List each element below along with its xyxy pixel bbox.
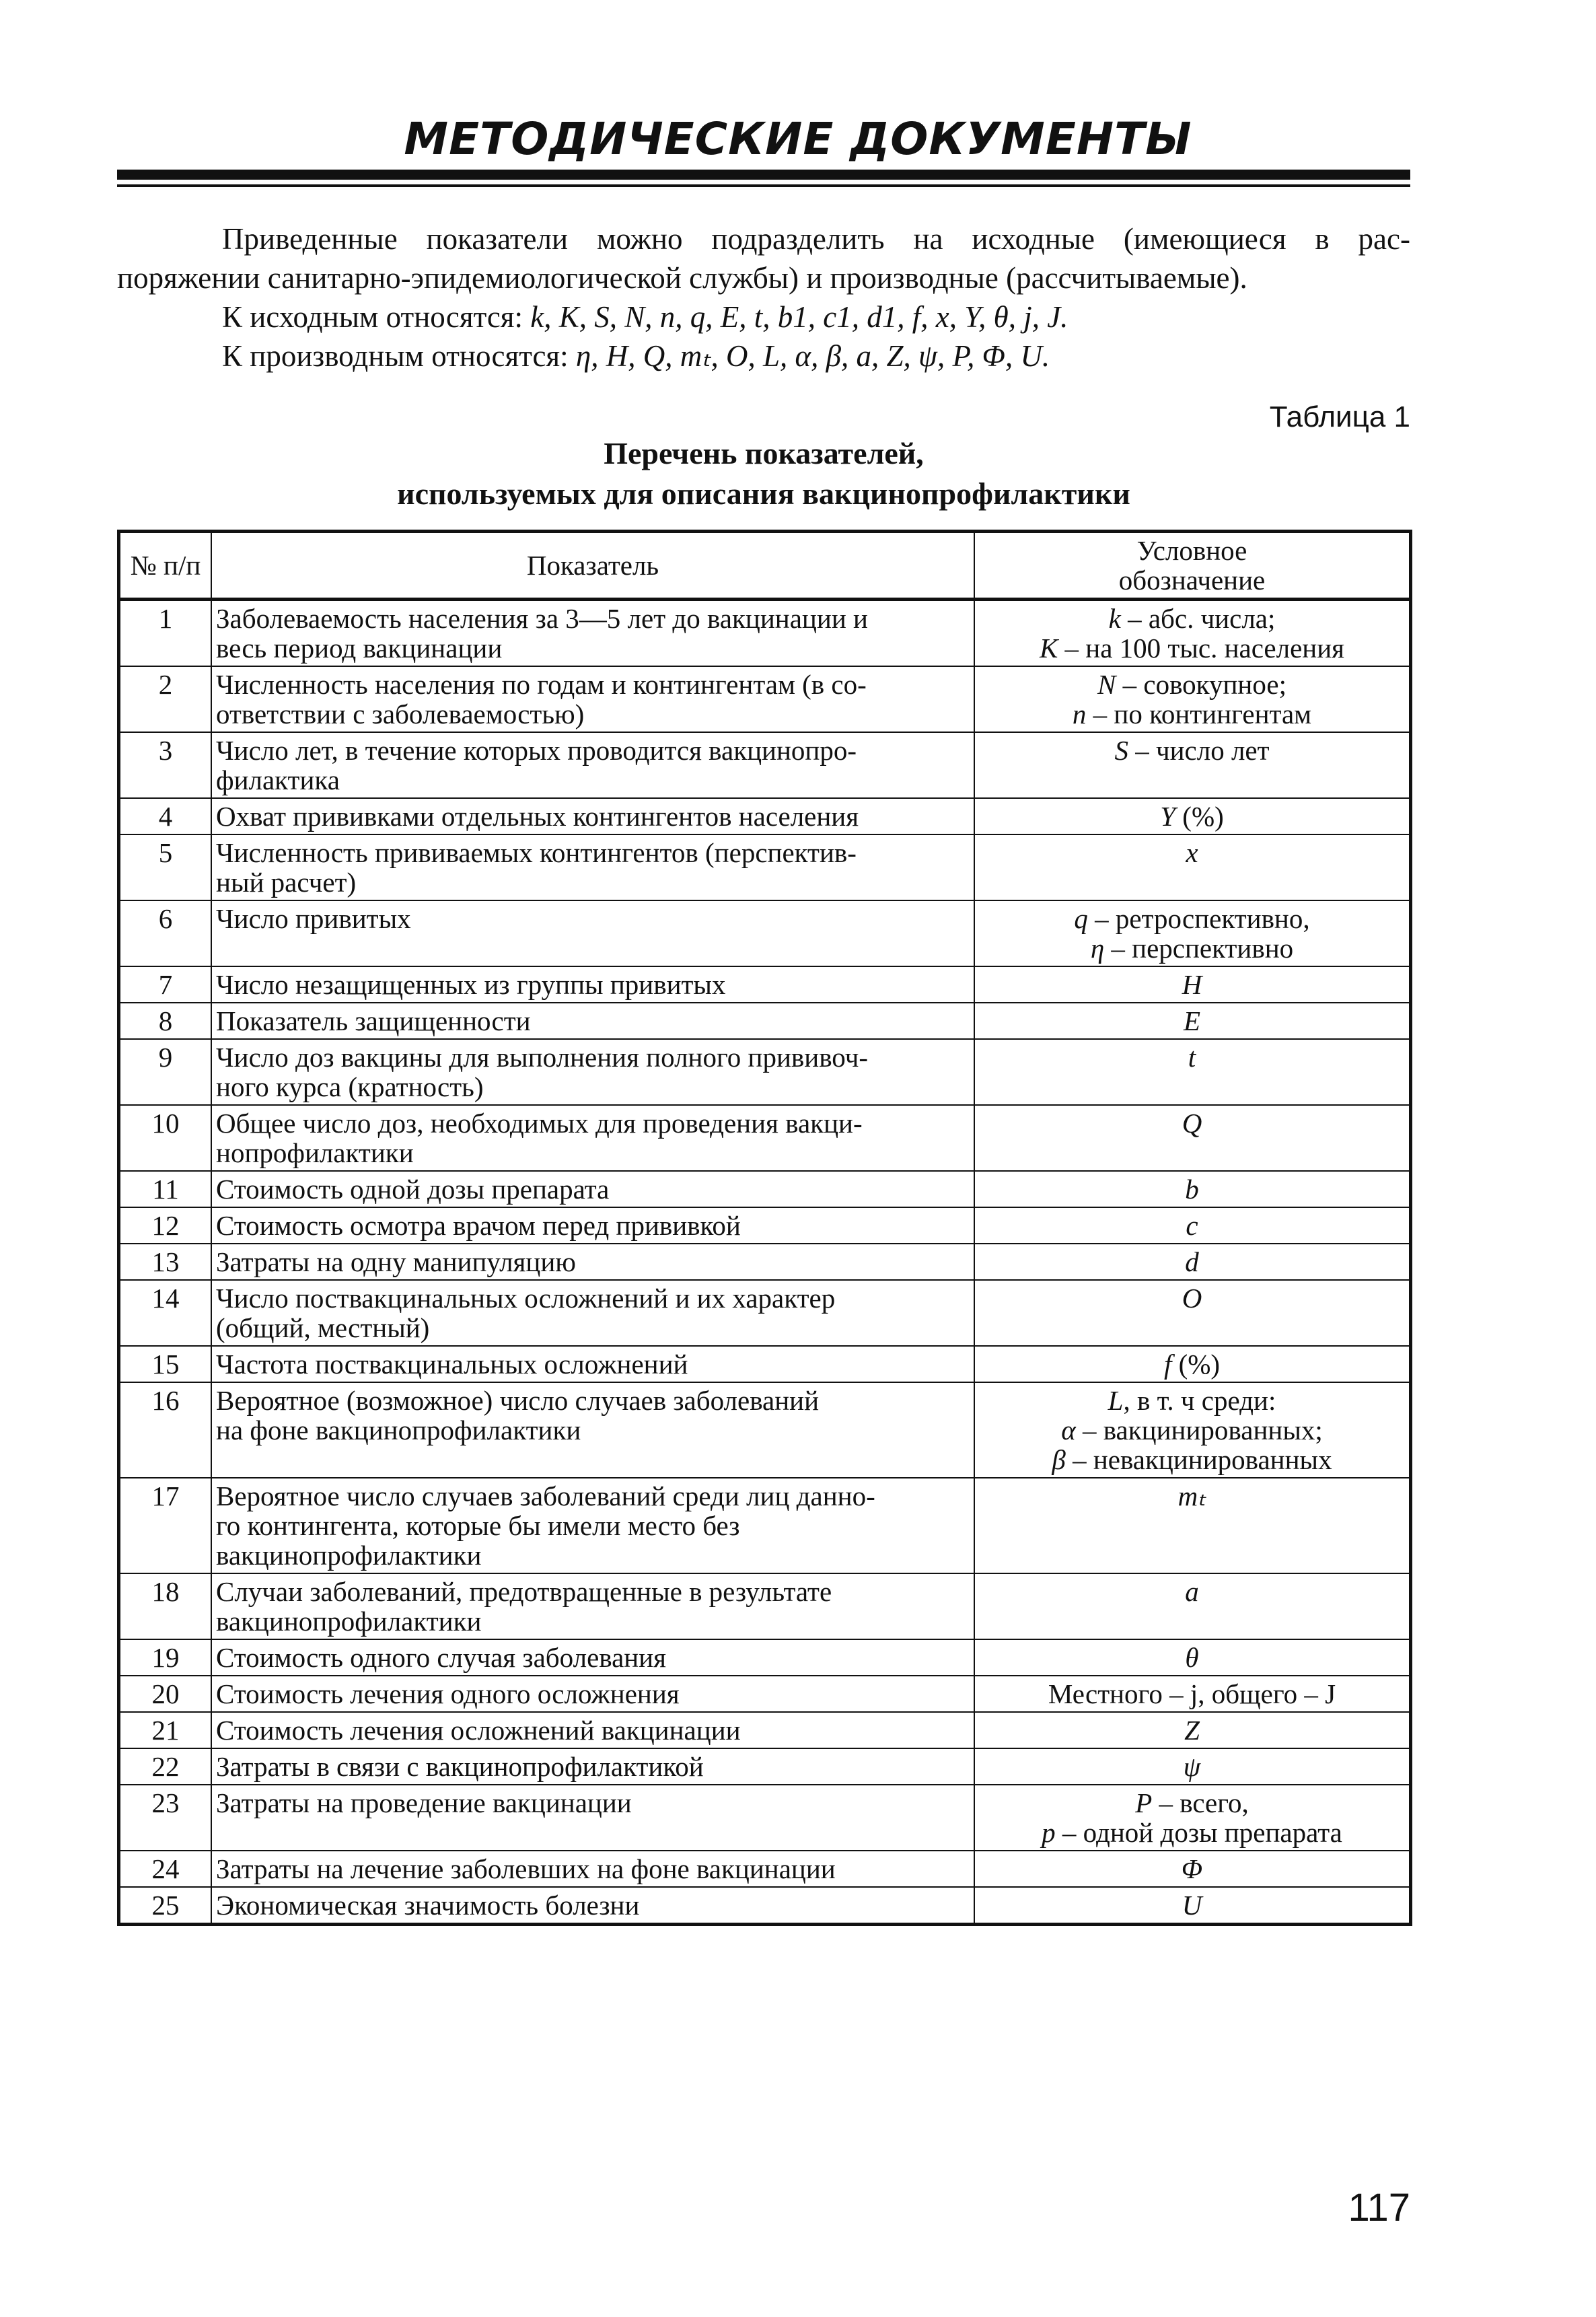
indicator-name [211, 732, 974, 798]
indicator-name [211, 1573, 974, 1639]
indicator-symbol [974, 732, 1411, 798]
derived-indicators-prefix: К производным относятся: [222, 339, 576, 373]
indicator-name [211, 1039, 974, 1105]
indicator-name-line: ответствии с заболеваемостью) [216, 699, 585, 729]
indicator-name [211, 1748, 974, 1785]
indicator-name [211, 1003, 974, 1039]
table-row [119, 1573, 1411, 1639]
indicator-name-line: Стоимость лечения одного осложнения [216, 1678, 680, 1709]
row-number: 1 [119, 600, 212, 667]
indicator-name [211, 1244, 974, 1280]
indicator-symbol [974, 1851, 1411, 1887]
table-body [119, 600, 1411, 1925]
indicator-name [211, 1785, 974, 1851]
indicator-symbol [974, 1244, 1411, 1280]
indicator-name [211, 1346, 974, 1382]
table-row [119, 1785, 1411, 1851]
indicator-symbol-line: O [1182, 1283, 1202, 1314]
row-number: 4 [119, 798, 212, 834]
indicator-name-line: Общее число доз, необходимых для проведения вакци- [216, 1108, 863, 1139]
indicator-symbol-line: a [1185, 1576, 1199, 1607]
indicator-symbol [974, 1478, 1411, 1573]
indicator-symbol-line: β – невакцинированных [1052, 1444, 1332, 1475]
indicator-name-line: Затраты на лечение заболевших на фоне вакцинации [216, 1853, 836, 1884]
indicator-symbol [974, 966, 1411, 1003]
indicator-symbol-line: n – по контингентам [1072, 699, 1312, 729]
indicator-symbol-line: α – вакцинированных; [1061, 1415, 1323, 1446]
row-number: 10 [119, 1105, 212, 1171]
table-row [119, 1280, 1411, 1346]
header-rule-thin [117, 184, 1410, 187]
table-title-line-1: Перечень показателей, [604, 436, 924, 470]
indicator-name-line: вакцинопрофилактики [216, 1606, 482, 1637]
indicator-symbol-line: Φ [1181, 1853, 1203, 1884]
row-number: 15 [119, 1346, 212, 1382]
indicator-symbol-line: d [1185, 1246, 1199, 1277]
indicator-name-line: Экономическая значимость болезни [216, 1890, 640, 1921]
row-number: 19 [119, 1639, 212, 1676]
indicator-symbol [974, 900, 1411, 966]
table-row [119, 1207, 1411, 1244]
table-row [119, 1346, 1411, 1382]
row-number: 5 [119, 834, 212, 900]
table-row [119, 1887, 1411, 1925]
indicator-symbol-line: t [1188, 1042, 1196, 1073]
indicator-symbol-line: Q [1182, 1108, 1202, 1139]
table-row [119, 798, 1411, 834]
table-header-row [119, 532, 1411, 600]
indicator-name-line: ный расчет) [216, 867, 357, 898]
source-indicators-line [117, 297, 1410, 336]
indicator-symbol-line: U [1182, 1890, 1202, 1921]
indicator-name [211, 1887, 974, 1925]
indicator-symbol [974, 1003, 1411, 1039]
table-row [119, 1851, 1411, 1887]
indicator-symbol [974, 1785, 1411, 1851]
indicator-symbol-line: p – одной дозы препарата [1042, 1817, 1342, 1848]
indicator-symbol-line: Y (%) [1160, 801, 1224, 832]
indicator-name-line: весь период вакцинации [216, 633, 503, 664]
indicator-symbol-line: f (%) [1163, 1349, 1221, 1380]
indicator-name-line: Случаи заболеваний, предотвращенные в результате [216, 1576, 832, 1607]
table-row [119, 600, 1411, 667]
indicator-symbol [974, 798, 1411, 834]
header-name: Показатель [211, 532, 974, 600]
indicator-symbol-line: Местного – j, общего – J [1048, 1678, 1336, 1709]
row-number: 20 [119, 1676, 212, 1712]
indicator-symbol-line: c [1186, 1210, 1198, 1241]
table-row [119, 834, 1411, 900]
indicator-name-line: Стоимость лечения осложнений вакцинации [216, 1715, 741, 1746]
table-row [119, 1748, 1411, 1785]
header-symbol-line-2: обозначение [1118, 565, 1266, 596]
table-row [119, 1244, 1411, 1280]
row-number: 8 [119, 1003, 212, 1039]
indicator-symbol-line: E [1183, 1005, 1201, 1036]
indicator-symbol [974, 1639, 1411, 1676]
table-row [119, 1478, 1411, 1573]
table-row [119, 1639, 1411, 1676]
row-number: 13 [119, 1244, 212, 1280]
row-number: 22 [119, 1748, 212, 1785]
indicator-name [211, 666, 974, 732]
indicator-symbol [974, 1280, 1411, 1346]
indicator-name-line: Численность прививаемых контингентов (перспектив- [216, 837, 857, 868]
indicator-name [211, 1105, 974, 1171]
indicator-symbol [974, 1748, 1411, 1785]
indicator-name-line: ного курса (кратность) [216, 1071, 484, 1102]
row-number: 17 [119, 1478, 212, 1573]
indicator-name [211, 1478, 974, 1573]
intro-line-1: Приведенные показатели можно подразделить на исходные (имеющиеся в рас- [222, 222, 1410, 256]
indicator-name-line: Стоимость осмотра врачом перед прививкой [216, 1210, 741, 1241]
row-number: 21 [119, 1712, 212, 1748]
indicator-symbol-line: q – ретроспективно, [1074, 903, 1310, 934]
table-row [119, 1039, 1411, 1105]
running-header-title: МЕТОДИЧЕСКИЕ ДОКУМЕНТЫ [404, 113, 1192, 165]
indicator-name-line: Число лет, в течение которых проводится вакцинопро- [216, 735, 857, 766]
row-number: 24 [119, 1851, 212, 1887]
indicator-name [211, 1280, 974, 1346]
header-num: № п/п [119, 532, 212, 600]
intro-paragraph [117, 219, 1410, 376]
indicator-name [211, 1712, 974, 1748]
indicator-symbol [974, 834, 1411, 900]
indicator-name [211, 1171, 974, 1207]
indicator-name-line: на фоне вакцинопрофилактики [216, 1415, 581, 1446]
indicator-name-line: Охват прививками отдельных контингентов населения [216, 801, 859, 832]
indicator-name-line: Затраты в связи с вакцинопрофилактикой [216, 1751, 704, 1782]
indicator-name [211, 1676, 974, 1712]
indicator-symbol [974, 1171, 1411, 1207]
indicator-name-line: филактика [216, 764, 340, 795]
indicator-name-line: Затраты на проведение вакцинации [216, 1787, 632, 1818]
header-symbol-line-1: Условное [1136, 535, 1247, 566]
indicator-name [211, 1851, 974, 1887]
indicator-name-line: Число привитых [216, 903, 411, 934]
indicator-symbol [974, 600, 1411, 667]
indicator-symbol-line: P – всего, [1135, 1787, 1249, 1818]
intro-line-2: поряжении санитарно-эпидемиологической службы) и производные (рассчитываемые). [117, 261, 1247, 295]
indicator-symbol-line: L, в т. ч среди: [1108, 1385, 1276, 1416]
row-number: 11 [119, 1171, 212, 1207]
indicator-name [211, 1382, 974, 1478]
source-indicators-prefix: К исходным относятся: [222, 300, 531, 334]
indicator-name [211, 1639, 974, 1676]
header-rule-thick [117, 170, 1410, 180]
indicator-symbol-line: Z [1184, 1715, 1200, 1746]
indicator-name-line: (общий, местный) [216, 1312, 430, 1343]
indicator-name [211, 1207, 974, 1244]
table-row [119, 1105, 1411, 1171]
indicator-symbol [974, 1676, 1411, 1712]
indicator-symbol [974, 1712, 1411, 1748]
row-number: 7 [119, 966, 212, 1003]
row-number: 2 [119, 666, 212, 732]
indicator-symbol-line: η – перспективно [1090, 933, 1294, 964]
row-number: 14 [119, 1280, 212, 1346]
indicators-table [117, 530, 1412, 1926]
indicator-name-line: Заболеваемость населения за 3—5 лет до вакцинации и [216, 603, 868, 634]
indicator-name-line: Вероятное число случаев заболеваний среди лиц данно- [216, 1481, 875, 1511]
indicator-name-line: Частота поствакцинальных осложнений [216, 1349, 688, 1380]
indicator-name-line: нопрофилактики [216, 1137, 414, 1168]
indicator-symbol-line: b [1185, 1174, 1199, 1205]
row-number: 9 [119, 1039, 212, 1105]
row-number: 12 [119, 1207, 212, 1244]
indicator-name-line: го контингента, которые бы имели место без [216, 1510, 740, 1541]
table-row [119, 1676, 1411, 1712]
table-label: Таблица 1 [1269, 400, 1410, 433]
table-row [119, 966, 1411, 1003]
indicator-symbol-line: H [1182, 969, 1202, 1000]
indicator-name-line: Число поствакцинальных осложнений и их характер [216, 1283, 836, 1314]
page-number: 117 [1348, 2186, 1410, 2230]
indicator-name-line: вакцинопрофилактики [216, 1540, 482, 1571]
indicator-symbol [974, 1573, 1411, 1639]
row-number: 25 [119, 1887, 212, 1925]
table-row [119, 1003, 1411, 1039]
source-indicators-list: k, K, S, N, n, q, E, t, b1, c1, d1, f, x, Y, θ, j, J. [530, 300, 1068, 334]
indicator-symbol [974, 1887, 1411, 1925]
indicator-symbol [974, 1207, 1411, 1244]
row-number: 23 [119, 1785, 212, 1851]
indicator-name-line: Число доз вакцины для выполнения полного прививоч- [216, 1042, 869, 1073]
row-number: 6 [119, 900, 212, 966]
row-number: 18 [119, 1573, 212, 1639]
indicator-symbol [974, 1039, 1411, 1105]
indicator-name-line: Затраты на одну манипуляцию [216, 1246, 576, 1277]
indicator-name-line: Стоимость одного случая заболевания [216, 1642, 667, 1673]
indicator-symbol [974, 1105, 1411, 1171]
indicator-name [211, 834, 974, 900]
indicator-symbol-line: θ [1185, 1642, 1199, 1673]
indicator-symbol [974, 1382, 1411, 1478]
derived-indicators-line [117, 336, 1410, 376]
indicator-name-line: Численность населения по годам и контингентам (в со- [216, 669, 867, 700]
row-number: 3 [119, 732, 212, 798]
header-symbol [974, 532, 1411, 600]
table-row [119, 1712, 1411, 1748]
table-row [119, 1171, 1411, 1207]
table-row [119, 900, 1411, 966]
indicator-symbol-line: K – на 100 тыс. населения [1039, 633, 1345, 664]
table-title [117, 433, 1410, 514]
indicator-symbol [974, 666, 1411, 732]
indicator-symbol-line: S – число лет [1114, 735, 1270, 766]
indicator-symbol-line: x [1186, 837, 1198, 868]
indicator-name-line: Показатель защищенности [216, 1005, 531, 1036]
indicator-name [211, 600, 974, 667]
table-row [119, 1382, 1411, 1478]
derived-indicators-list: η, H, Q, mₜ, O, L, α, β, a, Z, ψ, P, Φ, U. [575, 339, 1050, 373]
indicator-name [211, 798, 974, 834]
indicator-name-line: Стоимость одной дозы препарата [216, 1174, 610, 1205]
table-row [119, 732, 1411, 798]
indicator-symbol-line: N – совокупное; [1097, 669, 1286, 700]
table-title-line-2: используемых для описания вакцинопрофилактики [397, 476, 1130, 511]
indicator-name-line: Число незащищенных из группы привитых [216, 969, 726, 1000]
indicator-name [211, 900, 974, 966]
indicator-symbol-line: k – абс. числа; [1108, 603, 1276, 634]
indicator-symbol-line: mₜ [1177, 1481, 1206, 1511]
row-number: 16 [119, 1382, 212, 1478]
indicator-symbol-line: ψ [1183, 1751, 1201, 1782]
indicator-symbol [974, 1346, 1411, 1382]
indicator-name [211, 966, 974, 1003]
table-row [119, 666, 1411, 732]
indicator-name-line: Вероятное (возможное) число случаев заболеваний [216, 1385, 820, 1416]
